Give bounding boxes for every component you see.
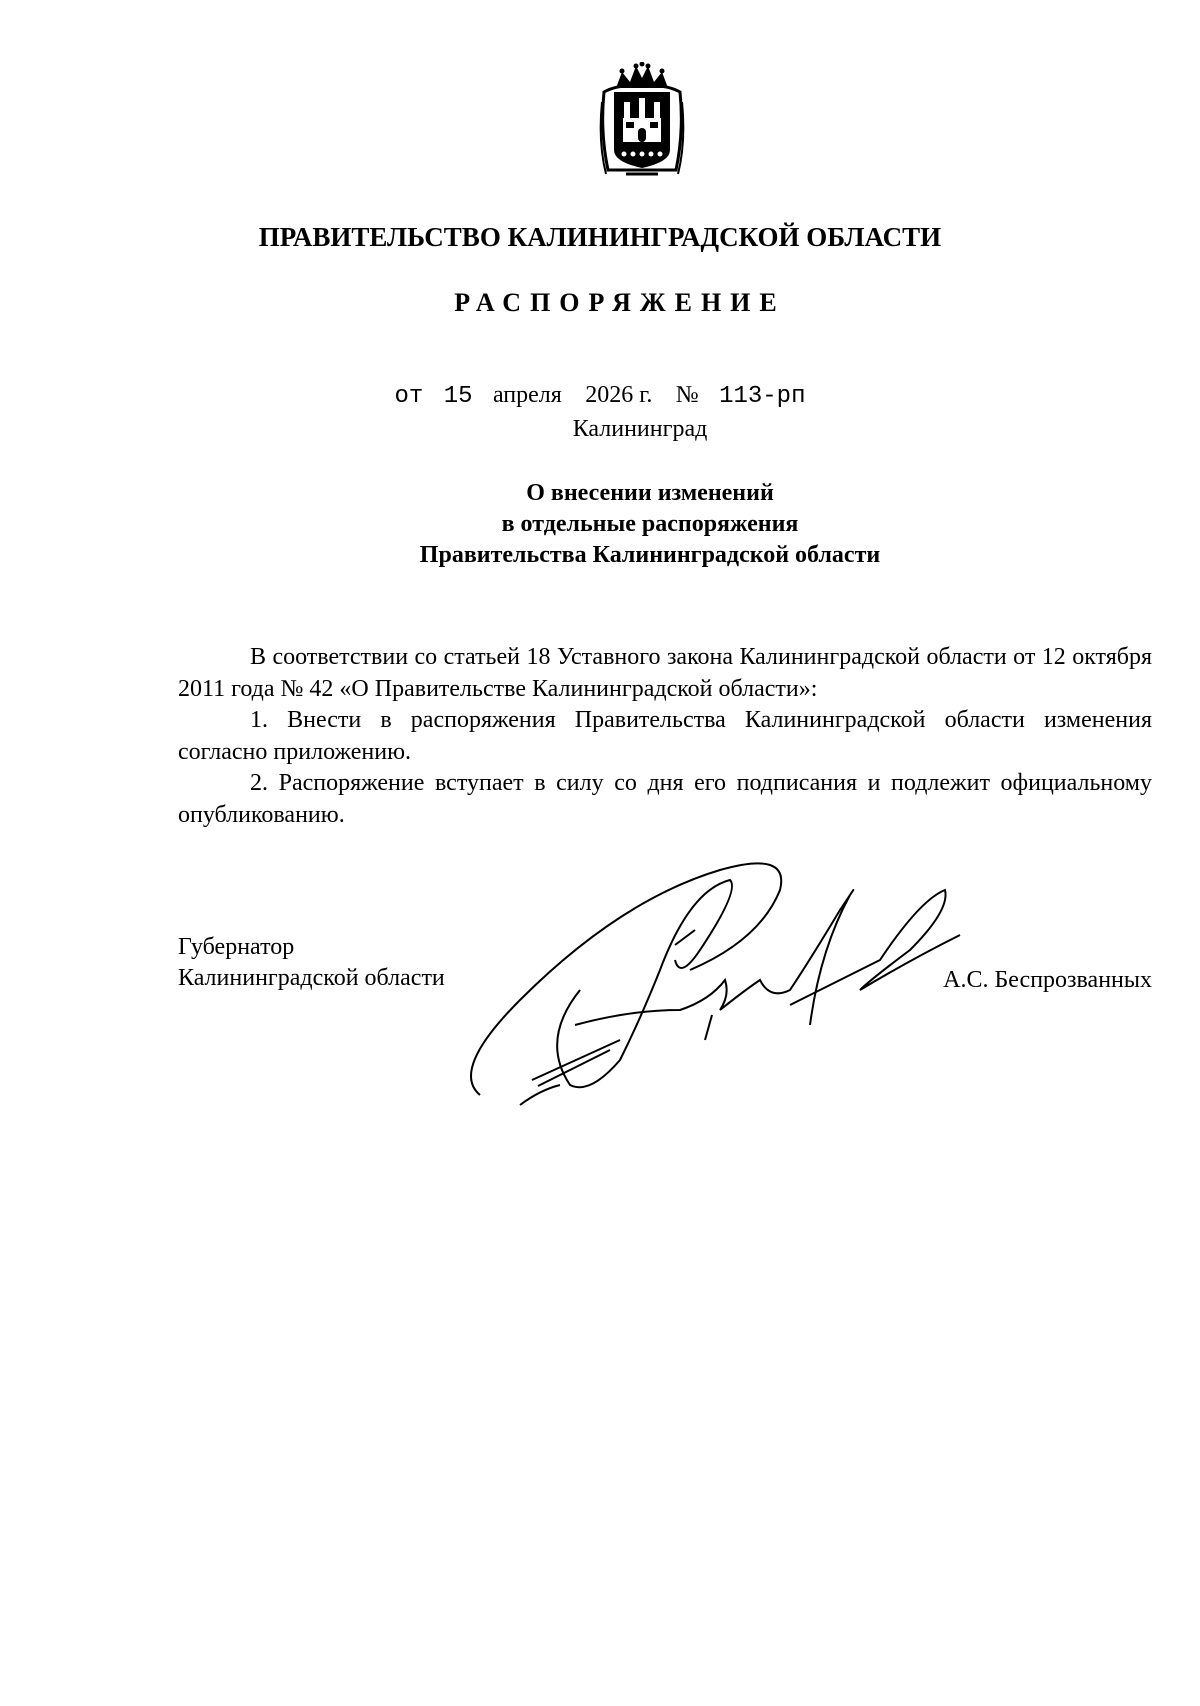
position-line: Губернатор — [178, 934, 295, 960]
date-month: апреля — [492, 382, 562, 408]
organization-name: ПРАВИТЕЛЬСТВО КАЛИНИНГРАДСКОЙ ОБЛАСТИ — [258, 222, 942, 252]
year-value: 2026 — [585, 382, 634, 408]
handwritten-signature-icon — [460, 850, 980, 1110]
number-sign: № — [675, 382, 699, 408]
title-line: О внесении изменений — [526, 480, 774, 506]
city: Калининград — [572, 416, 708, 442]
document-body — [178, 642, 1152, 831]
signatory-name: А.С. Беспрозванных — [943, 967, 1152, 993]
document-type: РАСПОРЯЖЕНИЕ — [454, 288, 786, 317]
date-prefix: от — [394, 383, 424, 410]
year-suffix: г. — [639, 382, 653, 408]
title-line: Правительства Калининградской области — [419, 542, 881, 568]
title-line: в отдельные распоряжения — [501, 511, 799, 537]
clause-2: 2. Распоряжение вступает в силу со дня его подписания и подлежит официальному опубликованию. — [178, 770, 1152, 828]
position-line: Калининградской области — [178, 965, 445, 991]
preamble-paragraph: В соответствии со статьей 18 Уставного закона Калининградской области от 12 октября 2011 года № 42 «О Правительстве Калининградской области»: — [178, 644, 1152, 702]
document-date-number — [0, 382, 1200, 410]
clause-1: 1. Внести в распоряжения Правительства Калининградской области изменения согласно приложению. — [178, 707, 1152, 765]
coat-of-arms-icon — [596, 62, 688, 180]
signatory-position — [178, 932, 445, 994]
date-year — [582, 382, 655, 408]
document-number: 113-рп — [719, 383, 806, 410]
date-day: 15 — [443, 383, 473, 410]
document-title — [0, 478, 1200, 571]
